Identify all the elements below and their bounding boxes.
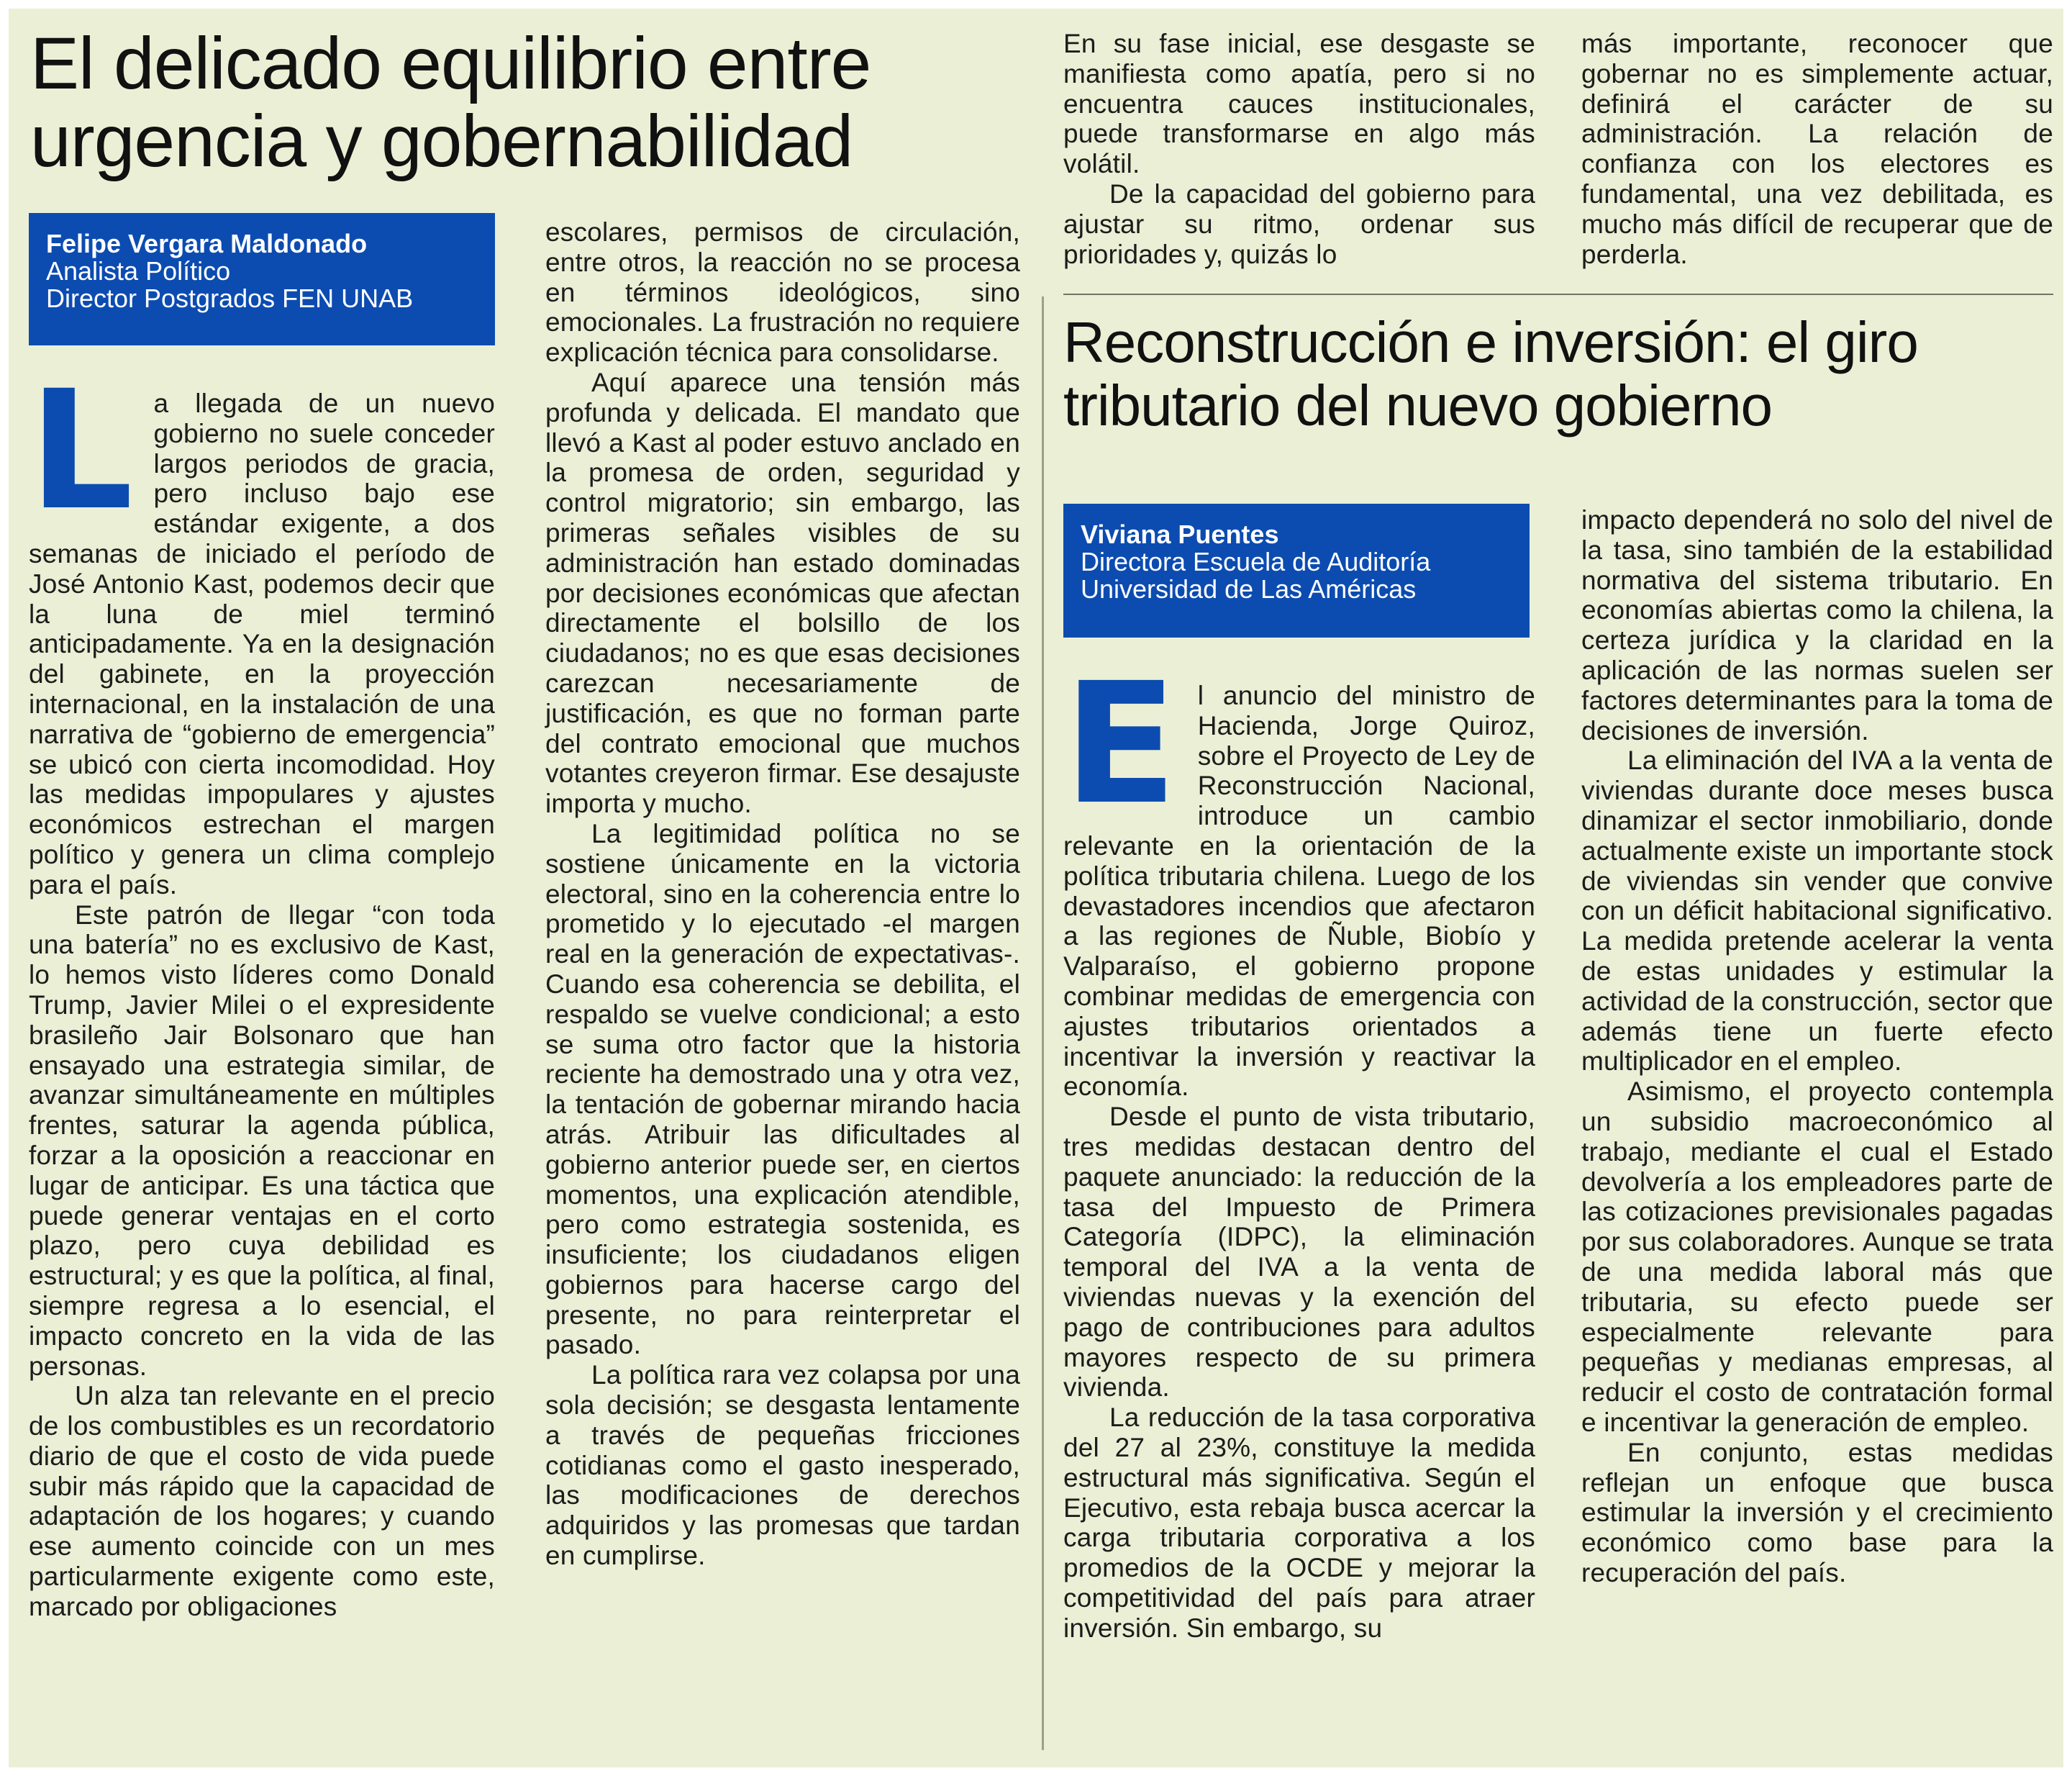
article2-author-box [1063, 504, 1530, 638]
column-divider [1042, 296, 1044, 1750]
article2-title [1063, 311, 2056, 438]
article1-paragraph: La política rara vez colapsa por una sola decisión; se desgasta lentamente a través de pequeñas fricciones cotidianas como el gasto inesperado, las modificaciones de derechos adquiridos y las promesas que tardan en cumplirse. [545, 1360, 1020, 1571]
article1-column-3 [1063, 29, 1535, 288]
article1-column-1 [29, 355, 495, 1763]
article1-column-4 [1581, 29, 2053, 288]
article1-paragraph: La llegada de un nuevo gobierno no suele conceder largos periodos de gracia, pero incluso bajo ese estándar exigente, a dos semanas de iniciado el período de José Antonio Kast, podemos decir que la luna de miel terminó anticipadamente. Ya en la designación del gabinete, en la proyección internacional, en la instalación de una narrativa de “gobierno de emergencia” se ubicó con cierta incomodidad. Hoy las medidas impopulares y ajustes económicos estrechan el margen político y genera un clima complejo para el país. [29, 355, 495, 900]
article2-author-role2: Universidad de Las Américas [1081, 574, 1417, 604]
article2-paragraph: En conjunto, estas medidas reflejan un enfoque que busca estimular la inversión y el crecimiento económico como base para la recuperación del país. [1581, 1437, 2053, 1587]
article2-paragraph: La reducción de la tasa corporativa del 27 al 23%, constituye la medida estructural más significativa. Según el Ejecutivo, esta rebaja busca acercar la carga tributaria corporativa a los promedios de la OCDE y mejorar la competitividad del país para atraer inversión. Sin embargo, su [1063, 1403, 1535, 1643]
article2-author-name: Viviana Puentes [1081, 520, 1279, 549]
article2-column-2 [1581, 505, 2053, 1757]
article2-paragraph: Asimismo, el proyecto contempla un subsidio macroeconómico al trabajo, mediante el cual el Estado devolvería a los empleadores parte de las cotizaciones previsionales pagadas por sus colaboradores. Aunque se trata de una medida laboral más que tributaria, su efecto puede ser especialmente relevante para pequeñas y medianas empresas, al reducir el costo de contratación formal e incentivar la generación de empleo. [1581, 1077, 2053, 1437]
article1-paragraph: Este patrón de llegar “con toda una batería” no es exclusivo de Kast, lo hemos visto líderes como Donald Trump, Javier Milei o el expresidente brasileño Jair Bolsonaro que han ensayado una estrategia similar, de avanzar simultáneamente en múltiples frentes, saturar la agenda pública, forzar a la oposición a reaccionar en lugar de anticipar. Es una táctica que puede generar ventajas en el corto plazo, pero cuya debilidad es estructural; y es que la política, al final, siempre regresa a lo esencial, el impacto concreto en la vida de las personas. [29, 900, 495, 1381]
article2-paragraph: impacto dependerá no solo del nivel de la tasa, sino también de la estabilidad normativa del sistema tributario. En economías abiertas como la chilena, la certeza jurídica y la claridad en la aplicación de las normas suelen ser factores determinantes para la toma de decisiones de inversión. [1581, 505, 2053, 746]
article1-title-line1: El delicado equilibrio entre [30, 22, 871, 104]
article1-paragraph: De la capacidad del gobierno para ajustar su ritmo, ordenar sus prioridades y, quizás lo [1063, 178, 1535, 269]
article2-title-line1: Reconstrucción e inversión: el giro [1063, 310, 1918, 374]
article1-paragraph: En su fase inicial, ese desgaste se manifiesta como apatía, pero si no encuentra cauces institucionales, puede transformarse en algo más volátil. [1063, 29, 1535, 179]
article1-author-box [29, 213, 495, 345]
article2-column-1 [1063, 647, 1535, 1760]
article1-paragraph: La legitimidad política no se sostiene únicamente en la victoria electoral, sino en la coherencia entre lo prometido y lo ejecutado -el margen real en la generación de expectativas-. Cuando esa coherencia se debilita, el respaldo se vuelve condicional; a esto se suma otro factor que la historia reciente ha demostrado una y otra vez, la tentación de gobernar mirando hacia atrás. Atribuir las dificultades al gobierno anterior puede ser, en ciertos momentos, una explicación atendible, pero como estrategia sostenida, es insuficiente; los ciudadanos eligen gobiernos para hacerse cargo del presente, no para reinterpretar el pasado. [545, 818, 1020, 1360]
article2-dropcap: E [1063, 647, 1178, 841]
article1-paragraph: escolares, permisos de circulación, entre otros, la reacción no se procesa en términos ideológicos, sino emocionales. La frustración no requiere explicación técnica para consolidarse. [545, 217, 1020, 368]
article1-author-name: Felipe Vergara Maldonado [46, 229, 368, 258]
article1-paragraph: Un alza tan relevante en el precio de los combustibles es un recordatorio diario de que el costo de vida puede subir más rápido que la capacidad de adaptación de los hogares; y cuando ese aumento coincide con un mes particularmente exigente como este, marcado por obligaciones [29, 1381, 495, 1621]
article2-paragraph: La eliminación del IVA a la venta de viviendas durante doce meses busca dinamizar el sector inmobiliario, donde actualmente existe un importante stock de viviendas sin vender que convive con un déficit habitacional significativo. La medida pretende acelerar la venta de estas unidades y estimular la actividad de la construcción, sector que además tiene un fuerte efecto multiplicador en el empleo. [1581, 746, 2053, 1077]
article1-author-role2: Director Postgrados FEN UNAB [46, 284, 414, 313]
newspaper-page [9, 9, 2063, 1767]
article1-paragraph: Aquí aparece una tensión más profunda y delicada. El mandato que llevó a Kast al poder estuvo anclado en la promesa de orden, seguridad y control migratorio; sin embargo, las primeras señales visibles de su administración han estado dominadas por decisiones económicas que afectan directamente el bolsillo de los ciudadanos; no es que esas decisiones carezcan necesariamente de justificación, es que no forman parte del contrato emocional que muchos votantes creyeron firmar. Ese desajuste importa y mucho. [545, 367, 1020, 819]
article1-paragraph: más importante, reconocer que gobernar no es simplemente actuar, definirá el carácter de su administración. La relación de confianza con los electores es fundamental, una vez debilitada, es mucho más difícil de recuperar que de perderla. [1581, 29, 2053, 269]
article2-paragraph: Desde el punto de vista tributario, tres medidas destacan dentro del paquete anunciado: la reducción de la tasa del Impuesto de Primera Categoría (IDPC), la eliminación temporal del IVA a la venta de viviendas nuevas y la exención del pago de contribuciones para adultos mayores respecto de su primera vivienda. [1063, 1102, 1535, 1403]
article1-column-2 [545, 217, 1020, 1757]
article1-title-line2: urgencia y gobernabilidad [30, 100, 853, 182]
article1-author-role1: Analista Político [46, 256, 231, 286]
article1-title [30, 24, 1037, 180]
article1-dropcap: L [29, 355, 134, 546]
article-divider [1063, 294, 2053, 295]
article2-paragraph: El anuncio del ministro de Hacienda, Jorge Quiroz, sobre el Proyecto de Ley de Reconstrucción Nacional, introduce un cambio relevante en la orientación de la política tributaria chilena. Luego de los devastadores incendios que afectaron a las regiones de Ñuble, Biobío y Valparaíso, el gobierno propone combinar medidas de emergencia con ajustes tributarios orientados a incentivar la inversión y reactivar la economía. [1063, 647, 1535, 1102]
article2-author-role1: Directora Escuela de Auditoría [1081, 547, 1431, 576]
article2-title-line2: tributario del nuevo gobierno [1063, 373, 1773, 438]
